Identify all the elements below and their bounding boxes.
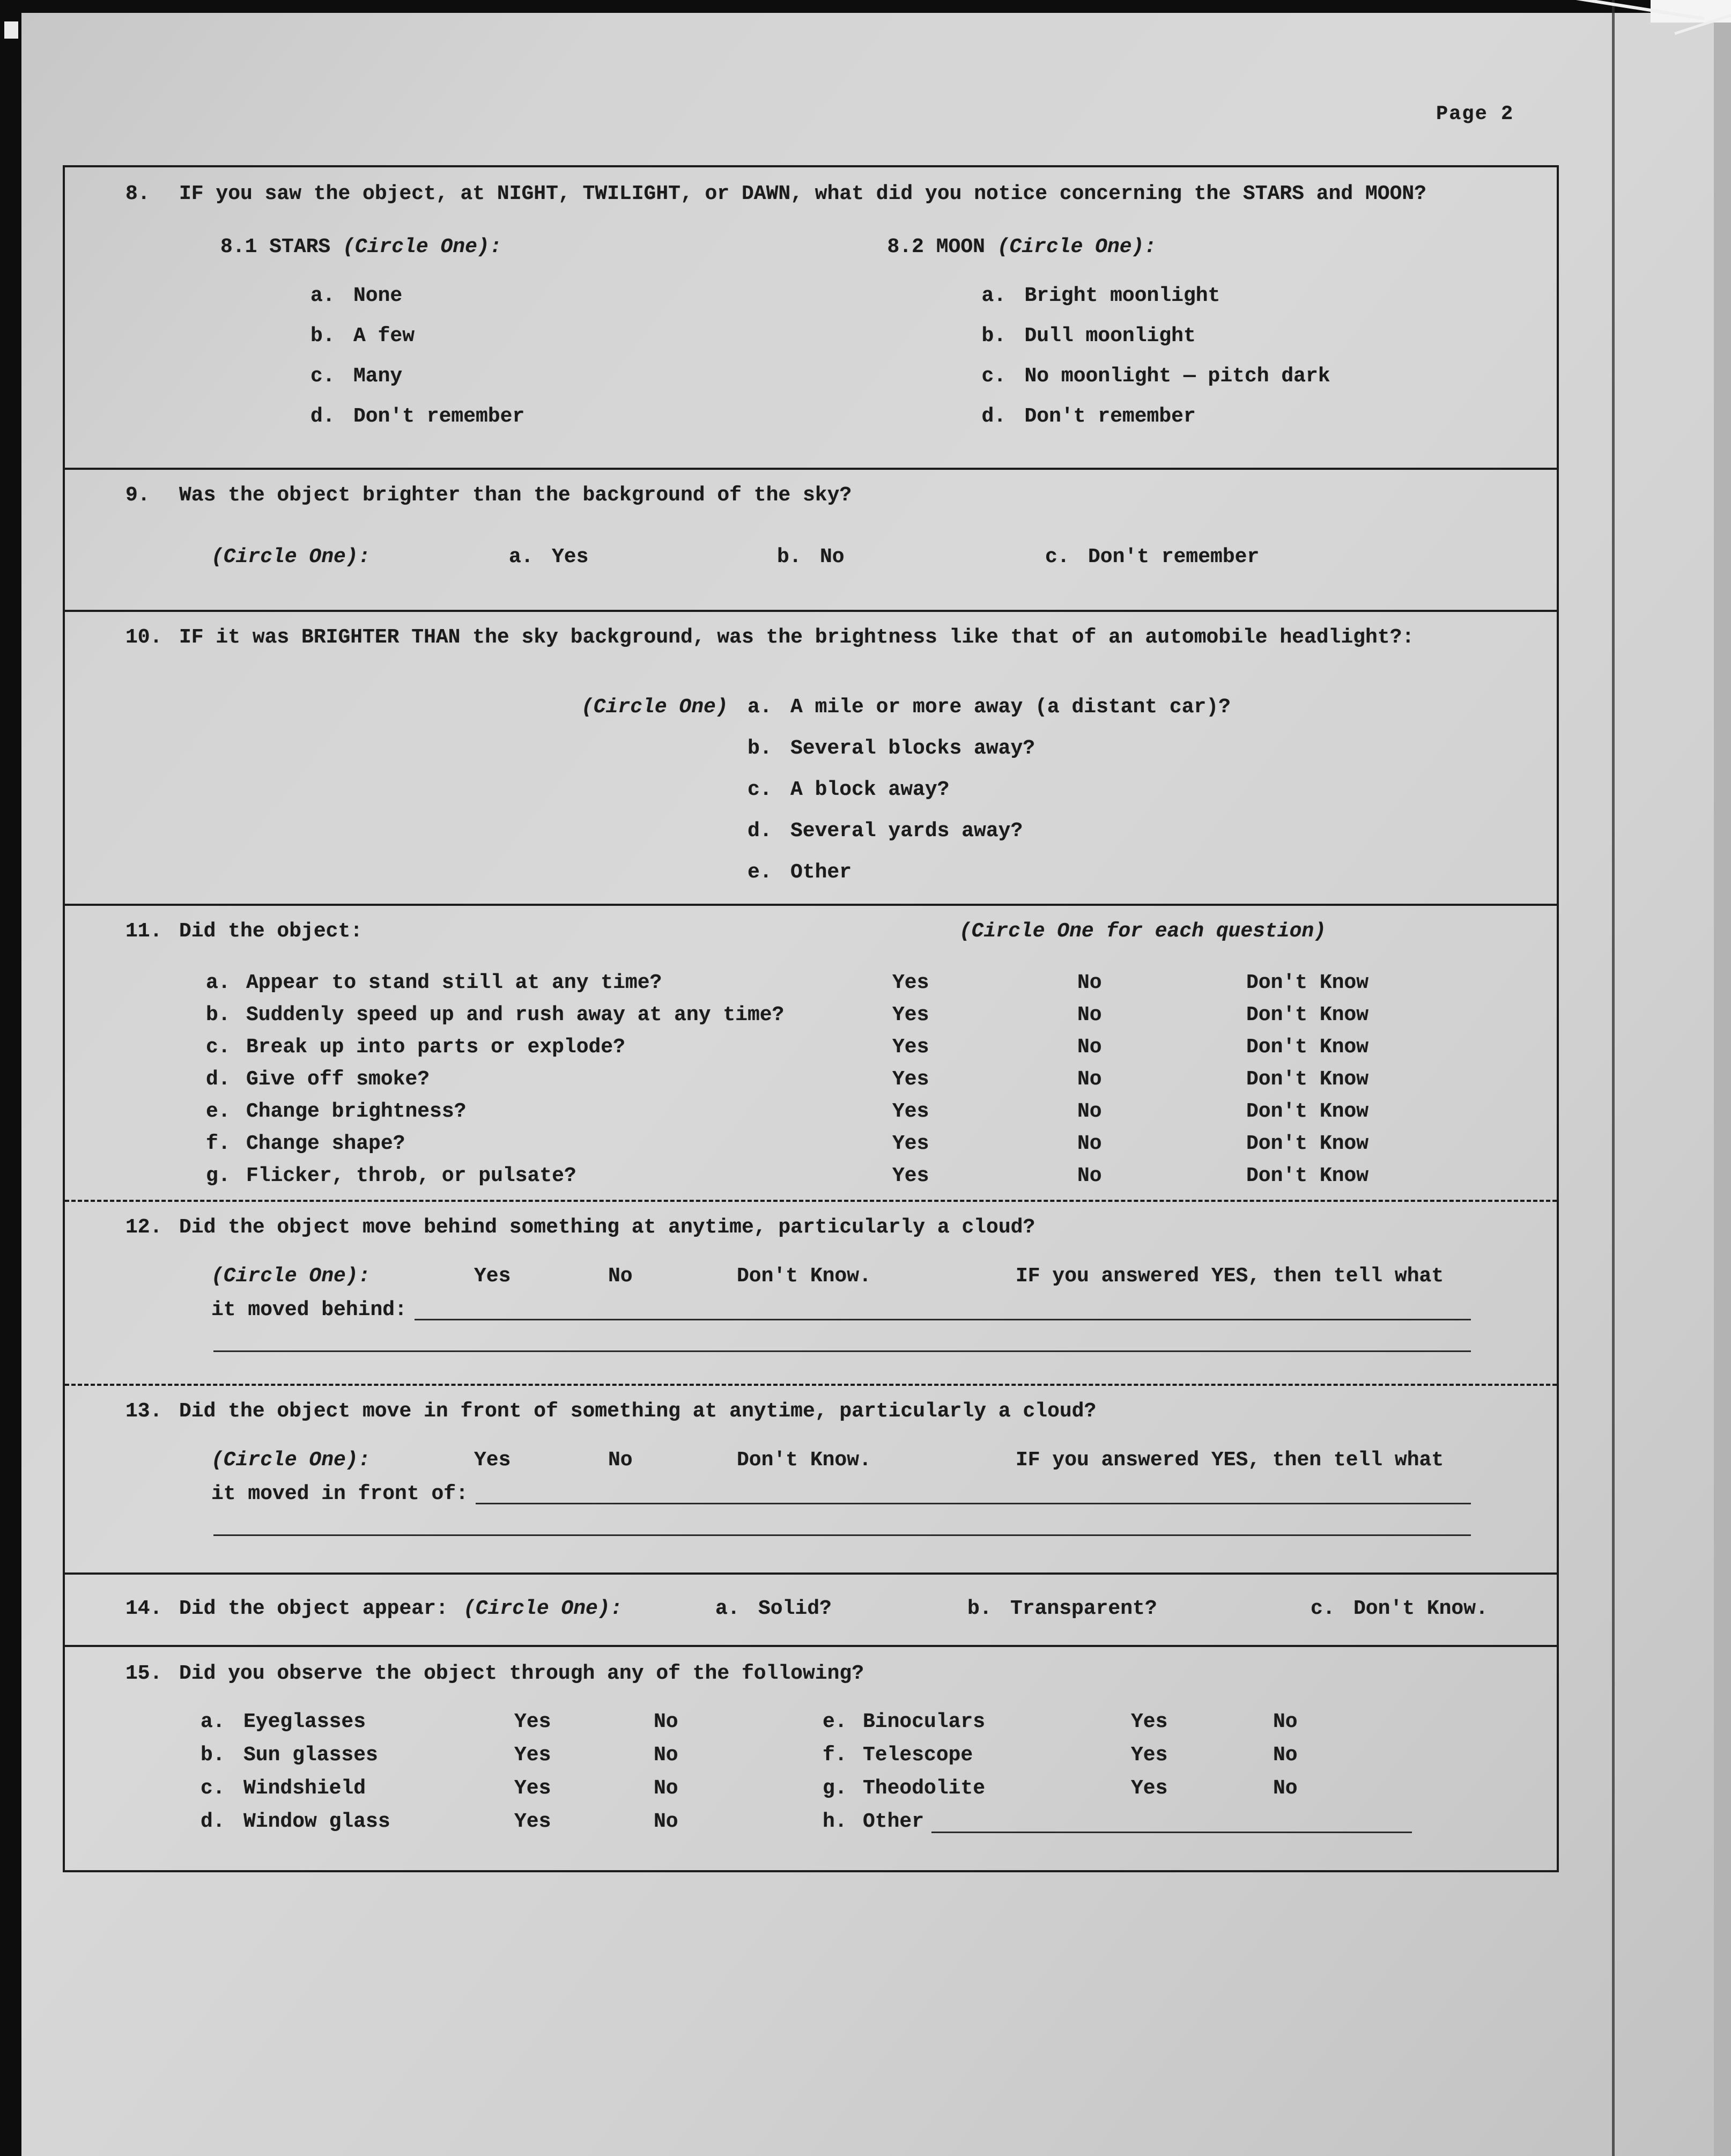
option-text: A few <box>353 324 415 348</box>
q12-dont-know: Don't Know. <box>737 1265 871 1288</box>
option-letter: b. <box>310 324 335 348</box>
question-12-section <box>65 1200 1557 1384</box>
answer-no: No <box>654 1710 678 1733</box>
answer-yes: Yes <box>514 1810 551 1833</box>
option-text: No <box>820 545 845 568</box>
q13-tail-label: it moved in front of: <box>211 1482 468 1505</box>
option-text: Don't remember <box>1024 405 1196 428</box>
stars-option-c <box>310 356 825 396</box>
row-question: Give off smoke? <box>246 1068 430 1091</box>
option-letter: e. <box>748 861 772 884</box>
answer-no: No <box>1077 1132 1102 1155</box>
q13-answer-line <box>125 1479 1525 1509</box>
q10-circle-one: (Circle One) <box>581 696 728 719</box>
page-number: Page 2 <box>1436 103 1514 125</box>
q11-number: 11. <box>125 920 162 943</box>
q9-option-b <box>777 545 1045 568</box>
option-letter: a. <box>509 545 534 568</box>
option-letter: b. <box>748 737 772 760</box>
q14-circle-one: (Circle One): <box>463 1597 623 1620</box>
row-letter: g. <box>206 1164 231 1187</box>
q9-text: Was the object brighter than the background of the sky? <box>179 484 852 507</box>
q10-option-c <box>748 769 1525 810</box>
option-letter: b. <box>777 545 802 568</box>
q10-options <box>125 728 1525 893</box>
answer-no: No <box>1273 1710 1298 1733</box>
row-item: Theodolite <box>863 1777 986 1800</box>
q8-moon-column <box>825 235 1525 437</box>
q8-text: IF you saw the object, at NIGHT, TWILIGHT, or DAWN, what did you notice concerning the STARS and MOON? <box>179 182 1426 205</box>
q8-stars-column <box>125 235 825 437</box>
stars-heading-label: 8.1 STARS <box>220 235 331 259</box>
q15-text: Did you observe the object through any of the following? <box>179 1662 864 1685</box>
moon-option-c <box>982 356 1525 396</box>
answer-no: No <box>1077 1068 1102 1091</box>
question-8-section <box>65 167 1557 468</box>
row-letter: c. <box>201 1777 225 1800</box>
q12-no: No <box>608 1265 633 1288</box>
q14-text: Did the object appear: <box>179 1597 448 1620</box>
option-letter: b. <box>981 324 1007 348</box>
answer-yes: Yes <box>514 1777 551 1800</box>
scan-right-strip <box>1714 0 1731 2156</box>
q9-option-a <box>509 545 777 568</box>
q8-number: 8. <box>125 182 150 205</box>
q11-rows <box>125 967 1525 1192</box>
q15-number: 15. <box>125 1662 162 1685</box>
q12-question-line <box>125 1216 1525 1239</box>
stars-options <box>125 276 825 437</box>
row-item: Telescope <box>863 1744 973 1767</box>
row-letter: a. <box>201 1710 225 1733</box>
question-9-section <box>65 468 1557 610</box>
moon-circle-one: (Circle One): <box>997 235 1157 259</box>
option-letter: d. <box>310 405 335 428</box>
answer-no: No <box>654 1777 678 1800</box>
q8-question-line <box>125 182 1525 205</box>
option-text: Solid? <box>758 1597 832 1620</box>
scan-top-edge <box>0 0 1731 14</box>
row-question: Flicker, throb, or pulsate? <box>246 1164 576 1187</box>
option-text: Several blocks away? <box>790 737 1035 760</box>
q11-row-e <box>125 1096 1525 1128</box>
q12-circle-one: (Circle One): <box>211 1265 371 1288</box>
q13-fill-line <box>476 1479 1471 1504</box>
form-box <box>63 165 1559 1872</box>
q14-option-a <box>715 1597 967 1620</box>
row-question: Break up into parts or explode? <box>246 1036 625 1059</box>
option-text: Yes <box>552 545 589 568</box>
q11-row-a <box>125 967 1525 999</box>
q15-row-1 <box>201 1705 1525 1739</box>
option-letter: a. <box>748 696 772 719</box>
q14-row <box>125 1597 1525 1620</box>
option-text: A mile or more away (a distant car)? <box>790 696 1231 719</box>
q12-yes: Yes <box>474 1265 511 1288</box>
page-edge-line <box>1612 0 1615 2156</box>
q13-circle-one: (Circle One): <box>211 1449 371 1472</box>
q13-options-row <box>125 1445 1525 1475</box>
q11-row-b <box>125 999 1525 1031</box>
q9-number: 9. <box>125 484 150 507</box>
option-text: Dull moonlight <box>1024 324 1196 348</box>
moon-options <box>825 276 1525 437</box>
row-question: Change brightness? <box>246 1100 467 1123</box>
q10-question-line <box>125 626 1525 649</box>
scan-left-edge <box>0 0 21 2156</box>
answer-no: No <box>1077 1036 1102 1059</box>
row-letter: h. <box>823 1810 847 1833</box>
answer-yes: Yes <box>892 971 929 994</box>
q13-text: Did the object move in front of something at anytime, particularly a cloud? <box>179 1400 1097 1423</box>
stars-option-b <box>310 316 825 356</box>
answer-no: No <box>1077 971 1102 994</box>
q14-number: 14. <box>125 1597 162 1620</box>
q10-number: 10. <box>125 626 162 649</box>
option-text: Many <box>353 365 403 388</box>
row-item: Other <box>863 1810 924 1833</box>
moon-option-a <box>982 276 1525 316</box>
q10-first-option-row <box>125 686 1525 728</box>
answer-yes: Yes <box>1131 1777 1168 1800</box>
q10-option-a <box>748 686 1231 728</box>
question-10-section <box>65 610 1557 904</box>
answer-yes: Yes <box>1131 1710 1168 1733</box>
option-letter: d. <box>981 405 1007 428</box>
answer-dont-know: Don't Know <box>1246 1100 1369 1123</box>
option-letter: c. <box>1311 1597 1335 1620</box>
q8-columns <box>125 235 1525 437</box>
question-13-section <box>65 1384 1557 1572</box>
option-text: Transparent? <box>1010 1597 1157 1620</box>
q9-circle-one: (Circle One): <box>211 545 371 568</box>
q12-answer-line <box>125 1295 1525 1325</box>
answer-dont-know: Don't Know <box>1246 971 1369 994</box>
answer-yes: Yes <box>892 1068 929 1091</box>
row-letter: f. <box>823 1744 847 1767</box>
option-letter: c. <box>310 365 335 388</box>
answer-yes: Yes <box>1131 1744 1168 1767</box>
q12-number: 12. <box>125 1216 162 1239</box>
answer-no: No <box>654 1744 678 1767</box>
stars-option-d <box>310 396 825 437</box>
moon-heading-label: 8.2 MOON <box>887 235 985 259</box>
answer-no: No <box>654 1810 678 1833</box>
row-item: Windshield <box>243 1777 366 1800</box>
row-letter: e. <box>823 1710 847 1733</box>
answer-dont-know: Don't Know <box>1246 1132 1369 1155</box>
moon-heading <box>825 235 1525 259</box>
q12-text: Did the object move behind something at anytime, particularly a cloud? <box>179 1216 1035 1239</box>
q10-text: IF it was BRIGHTER THAN the sky background, was the brightness like that of an automobile headlight?: <box>179 626 1415 649</box>
q13-no: No <box>608 1449 633 1472</box>
moon-option-d <box>982 396 1525 437</box>
row-letter: c. <box>206 1036 231 1059</box>
answer-yes: Yes <box>892 1100 929 1123</box>
q15-question-line <box>125 1662 1525 1685</box>
stars-heading <box>125 235 825 259</box>
option-letter: d. <box>748 819 772 843</box>
q12-fill-line <box>415 1295 1471 1320</box>
option-text: No moonlight — pitch dark <box>1024 365 1330 388</box>
q11-text: Did the object: <box>179 920 363 943</box>
stars-option-a <box>310 276 825 316</box>
option-letter: c. <box>981 365 1007 388</box>
q13-yes: Yes <box>474 1449 511 1472</box>
q15-other-row <box>863 1805 1525 1838</box>
option-text: Other <box>790 861 852 884</box>
q15-row-3 <box>201 1772 1525 1805</box>
q9-option-c <box>1045 545 1259 568</box>
q13-blank-line <box>213 1530 1471 1536</box>
q12-blank-line <box>213 1346 1471 1352</box>
q13-question-line <box>125 1400 1525 1423</box>
scan-artifact-spot <box>4 21 18 39</box>
option-letter: a. <box>310 284 335 307</box>
answer-yes: Yes <box>892 1132 929 1155</box>
option-text: Don't remember <box>353 405 525 428</box>
q10-option-e <box>748 852 1525 893</box>
answer-no: No <box>1077 1100 1102 1123</box>
q14-option-c <box>1311 1597 1488 1620</box>
q15-row-4 <box>201 1805 1525 1838</box>
q11-circle-one: (Circle One for each question) <box>959 920 1326 943</box>
answer-yes: Yes <box>514 1744 551 1767</box>
row-question: Suddenly speed up and rush away at any time? <box>246 1003 785 1027</box>
option-text: None <box>353 284 403 307</box>
answer-yes: Yes <box>892 1003 929 1027</box>
row-letter: d. <box>206 1068 231 1091</box>
q9-options-row <box>125 545 1525 568</box>
q10-option-d <box>748 810 1525 852</box>
answer-dont-know: Don't Know <box>1246 1068 1369 1091</box>
q10-option-b <box>748 728 1525 769</box>
answer-dont-know: Don't Know <box>1246 1003 1369 1027</box>
option-text: Bright moonlight <box>1024 284 1220 307</box>
q11-row-g <box>125 1160 1525 1192</box>
answer-dont-know: Don't Know <box>1246 1036 1369 1059</box>
question-14-section <box>65 1572 1557 1645</box>
row-letter: b. <box>206 1003 231 1027</box>
row-letter: d. <box>201 1810 225 1833</box>
row-item: Eyeglasses <box>243 1710 366 1733</box>
row-item: Binoculars <box>863 1710 986 1733</box>
q12-if-yes-text: IF you answered YES, then tell what <box>1016 1265 1444 1288</box>
row-letter: e. <box>206 1100 231 1123</box>
option-letter: a. <box>715 1597 740 1620</box>
answer-no: No <box>1273 1777 1298 1800</box>
option-text: Don't remember <box>1088 545 1260 568</box>
q11-header <box>125 920 1525 943</box>
question-11-section <box>65 904 1557 1200</box>
moon-option-b <box>982 316 1525 356</box>
scanned-questionnaire-page <box>21 13 1714 2156</box>
row-item: Window glass <box>243 1810 390 1833</box>
answer-yes: Yes <box>892 1036 929 1059</box>
answer-dont-know: Don't Know <box>1246 1164 1369 1187</box>
row-question: Appear to stand still at any time? <box>246 971 662 994</box>
answer-yes: Yes <box>514 1710 551 1733</box>
q13-if-yes-text: IF you answered YES, then tell what <box>1016 1449 1444 1472</box>
answer-no: No <box>1077 1003 1102 1027</box>
q9-question-line <box>125 484 1525 507</box>
q11-row-d <box>125 1064 1525 1096</box>
answer-no: No <box>1077 1164 1102 1187</box>
row-letter: a. <box>206 971 231 994</box>
q15-row-2 <box>201 1739 1525 1772</box>
option-text: A block away? <box>790 778 950 801</box>
option-text: Several yards away? <box>790 819 1023 843</box>
row-item: Sun glasses <box>243 1744 378 1767</box>
option-letter: b. <box>967 1597 992 1620</box>
option-text: Don't Know. <box>1353 1597 1488 1620</box>
q13-number: 13. <box>125 1400 162 1423</box>
q12-tail-label: it moved behind: <box>211 1298 407 1321</box>
stars-circle-one: (Circle One): <box>343 235 502 259</box>
row-letter: f. <box>206 1132 231 1155</box>
question-15-section <box>65 1645 1557 1870</box>
q12-options-row <box>125 1261 1525 1291</box>
option-letter: c. <box>748 778 772 801</box>
q14-option-b <box>967 1597 1311 1620</box>
q15-rows <box>125 1705 1525 1838</box>
q13-dont-know: Don't Know. <box>737 1449 871 1472</box>
q15-other-fill-line <box>931 1805 1412 1833</box>
row-letter: g. <box>823 1777 847 1800</box>
row-question: Change shape? <box>246 1132 405 1155</box>
answer-no: No <box>1273 1744 1298 1767</box>
option-letter: c. <box>1045 545 1070 568</box>
answer-yes: Yes <box>892 1164 929 1187</box>
q11-row-c <box>125 1031 1525 1064</box>
q11-row-f <box>125 1128 1525 1160</box>
row-letter: b. <box>201 1744 225 1767</box>
option-letter: a. <box>981 284 1007 307</box>
